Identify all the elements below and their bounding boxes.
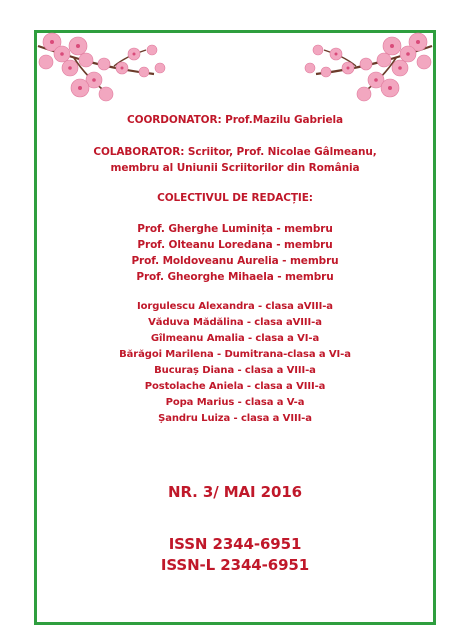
- student-item: Gîlmeanu Amalia - clasa a VI-a: [150, 333, 320, 344]
- student-item: Bucuraș Diana - clasa a VIII-a: [154, 365, 316, 376]
- cherry-blossom-right-icon: [300, 28, 436, 110]
- student-item: Popa Marius - clasa a V-a: [165, 397, 305, 408]
- student-item: Șandru Luiza - clasa a VIII-a: [158, 413, 312, 424]
- professor-item: Prof. Gheorghe Mihaela - membru: [136, 271, 334, 283]
- issn: ISSN 2344-6951: [168, 535, 302, 553]
- issue-number: NR. 3/ MAI 2016: [167, 483, 303, 501]
- professor-item: Prof. Moldoveanu Aurelia - membru: [131, 255, 339, 267]
- professor-item: Prof. Gherghe Luminița - membru: [137, 223, 333, 235]
- student-item: Postolache Aniela - clasa a VIII-a: [144, 381, 326, 392]
- collaborator-line-1: COLABORATOR: Scriitor, Prof. Nicolae Gâlmeanu,: [93, 146, 377, 158]
- student-item: Văduva Mădălina - clasa aVIII-a: [148, 317, 322, 328]
- professor-item: Prof. Olteanu Loredana - membru: [137, 239, 333, 251]
- student-item: Iorgulescu Alexandra - clasa aVIII-a: [137, 301, 333, 312]
- coordinator-line: COORDONATOR: Prof.Mazilu Gabriela: [127, 114, 343, 126]
- issn-l: ISSN-L 2344-6951: [160, 556, 310, 574]
- student-item: Bărăgoi Marilena - Dumitrana-clasa a VI-a: [119, 349, 351, 360]
- cherry-blossom-left-icon: [34, 28, 170, 110]
- editorial-team-heading: COLECTIVUL DE REDACȚIE:: [157, 192, 313, 204]
- collaborator-line-2: membru al Uniunii Scriitorilor din România: [110, 162, 360, 174]
